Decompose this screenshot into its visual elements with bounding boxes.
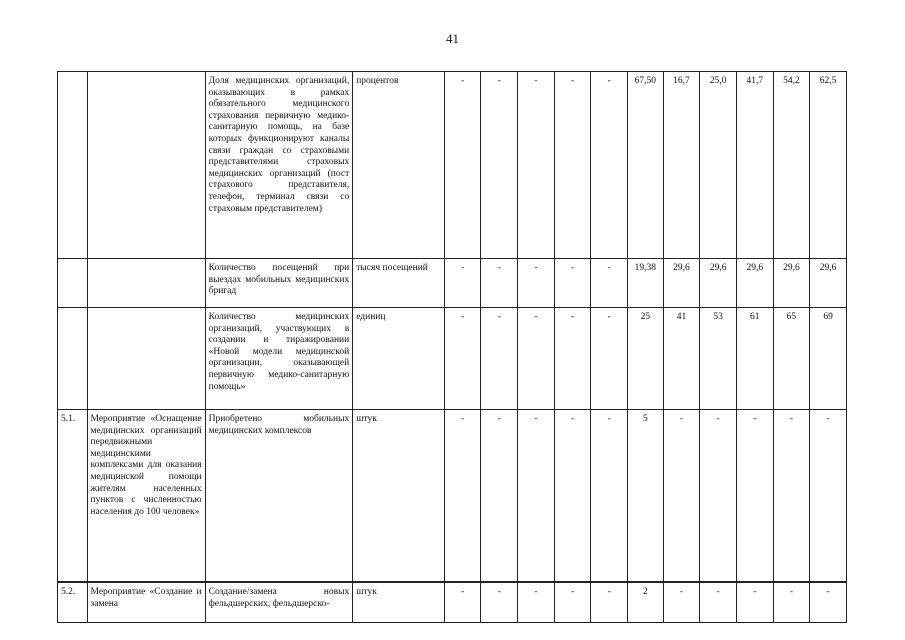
- value-cell: 29,6: [773, 259, 810, 308]
- value-cell: -: [444, 308, 481, 410]
- indicator-cell: Количество посещений при выездах мобильных медицинских бригад: [205, 259, 353, 308]
- value-cell: -: [663, 410, 700, 583]
- value-cell: -: [481, 72, 518, 259]
- value-cell: -: [810, 582, 847, 623]
- event-cell: Мероприятие «Оснащение медицинских организаций передвижными медицинскими комплексами для оказания медицинской помощи жителям населенных пунктов с численностью населения до 100 человек»: [87, 410, 205, 583]
- value-cell: -: [444, 72, 481, 259]
- value-cell: -: [700, 410, 737, 583]
- value-cell: 67,50: [628, 72, 664, 259]
- value-cell: 29,6: [700, 259, 737, 308]
- value-cell: -: [518, 308, 555, 410]
- row-id-cell: [58, 259, 88, 308]
- value-cell: 19,38: [628, 259, 664, 308]
- value-cell: 41: [663, 308, 700, 410]
- value-cell: -: [481, 582, 518, 623]
- value-cell: -: [554, 410, 591, 583]
- value-cell: 25,0: [700, 72, 737, 259]
- value-cell: 41,7: [736, 72, 773, 259]
- value-cell: -: [481, 308, 518, 410]
- value-cell: -: [591, 72, 628, 259]
- value-cell: 61: [736, 308, 773, 410]
- value-cell: 2: [628, 582, 664, 623]
- event-cell: Мероприятие «Создание и замена: [87, 582, 205, 623]
- value-cell: -: [591, 259, 628, 308]
- value-cell: -: [736, 582, 773, 623]
- table-row: [58, 582, 847, 623]
- value-cell: -: [554, 582, 591, 623]
- value-cell: 53: [700, 308, 737, 410]
- value-cell: -: [481, 259, 518, 308]
- event-cell: [87, 72, 205, 259]
- value-cell: -: [518, 72, 555, 259]
- table-row: [58, 308, 847, 410]
- value-cell: -: [773, 410, 810, 583]
- row-id-cell: [58, 72, 88, 259]
- unit-cell: штук: [353, 410, 445, 583]
- value-cell: 29,6: [736, 259, 773, 308]
- value-cell: 29,6: [663, 259, 700, 308]
- value-cell: 16,7: [663, 72, 700, 259]
- value-cell: -: [518, 259, 555, 308]
- value-cell: -: [663, 582, 700, 623]
- row-id-cell: 5.1.: [58, 410, 88, 583]
- value-cell: -: [773, 582, 810, 623]
- value-cell: -: [444, 410, 481, 583]
- value-cell: 5: [628, 410, 664, 583]
- table-row: [58, 259, 847, 308]
- value-cell: -: [736, 410, 773, 583]
- value-cell: -: [444, 259, 481, 308]
- value-cell: -: [591, 582, 628, 623]
- unit-cell: штук: [353, 582, 445, 623]
- indicator-cell: Количество медицинских организаций, участвующих в создании и тиражировании «Новой модели медицинской организации, оказывающей первичную медико-санитарную помощь»: [205, 308, 353, 410]
- value-cell: -: [700, 582, 737, 623]
- value-cell: -: [518, 410, 555, 583]
- indicator-cell: Доля медицинских организаций, оказывающих в рамках обязательного медицинского страхования первичную медико-санитарную помощь, на базе которых функционируют каналы связи граждан со страховыми представителями страховых медицинских организаций (пост страхового представителя, телефон, терминал связи со страховым представителем): [205, 72, 353, 259]
- value-cell: -: [554, 72, 591, 259]
- value-cell: -: [810, 410, 847, 583]
- indicator-cell: Создание/замена новых фельдшерских, фельдшерско-: [205, 582, 353, 623]
- unit-cell: единиц: [353, 308, 445, 410]
- program-indicators-table: [57, 71, 847, 623]
- value-cell: -: [591, 410, 628, 583]
- value-cell: -: [444, 582, 481, 623]
- value-cell: 65: [773, 308, 810, 410]
- indicator-cell: Приобретено мобильных медицинских комплексов: [205, 410, 353, 583]
- value-cell: -: [554, 308, 591, 410]
- value-cell: 29,6: [810, 259, 847, 308]
- value-cell: -: [554, 259, 591, 308]
- value-cell: 69: [810, 308, 847, 410]
- value-cell: -: [481, 410, 518, 583]
- event-cell: [87, 259, 205, 308]
- value-cell: 62,5: [810, 72, 847, 259]
- row-id-cell: [58, 308, 88, 410]
- event-cell: [87, 308, 205, 410]
- value-cell: 25: [628, 308, 664, 410]
- unit-cell: тысяч посещений: [353, 259, 445, 308]
- value-cell: -: [518, 582, 555, 623]
- value-cell: 54,2: [773, 72, 810, 259]
- value-cell: -: [591, 308, 628, 410]
- page-number: 41: [446, 31, 459, 46]
- row-id-cell: 5.2.: [58, 582, 88, 623]
- table-row: [58, 410, 847, 583]
- unit-cell: процентов: [353, 72, 445, 259]
- table-row: [58, 72, 847, 259]
